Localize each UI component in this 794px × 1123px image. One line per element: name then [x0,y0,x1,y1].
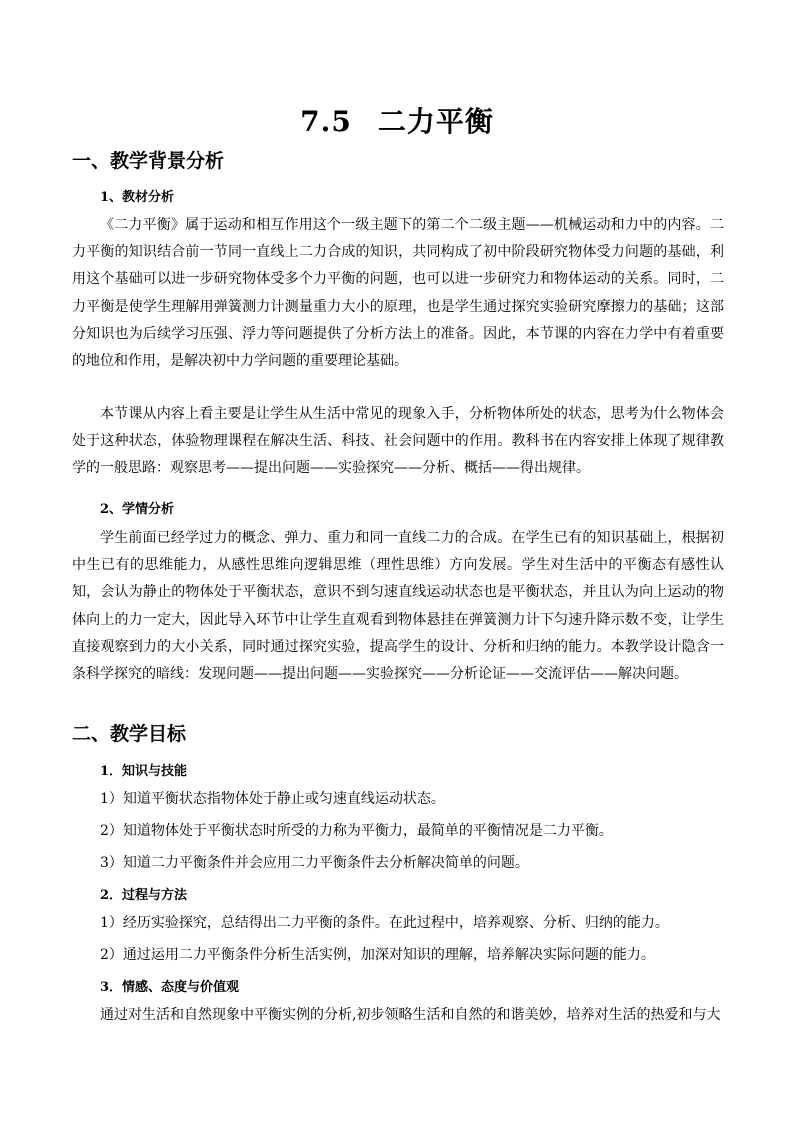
list-item: 3）知道二力平衡条件并会应用二力平衡条件去分析解决简单的问题。 [100,855,529,871]
document-title [0,100,794,140]
list-item: 2）知道物体处于平衡状态时所受的力称为平衡力，最简单的平衡情况是二力平衡。 [100,823,613,839]
paragraph-material-1: 《二力平衡》属于运动和相互作用这个一级主题下的第二个二级主题——机械运动和力中的内容。二力平衡的知识结合前一节同一直线上二力合成的知识，共同构成了初中阶段研究物体受力问题的基础，利用这个基础可以进一步研究物体受多个力平衡的问题，也可以进一步研究力和物体运动的关系。同时，二力平衡是使学生理解用弹簧测力计测量重力大小的原理，也是学生通过探究实验研究摩擦力的基础；这部分知识也为后续学习压强、浮力等问题提供了分析方法上的准备。因此，本节课的内容在力学中有着重要的地位和作用，是解决初中力学问题的重要理论基础。 [72,217,724,370]
heading-material-analysis: 1、教材分析 [100,190,175,205]
list-item: 1）知道平衡状态指物体处于静止或匀速直线运动状态。 [100,791,445,807]
heading-process-method: 2．过程与方法 [100,888,188,903]
list-item: 2）通过运用二力平衡条件分析生活实例，加深对知识的理解，培养解决实际问题的能力。 [100,947,655,963]
heading-knowledge-skills: 1．知识与技能 [100,764,188,779]
heading-goals: 二、教学目标 [72,723,187,745]
paragraph-emotion-values: 通过对生活和自然现象中平衡实例的分析,初步领略生活和自然的和谐美妙，培养对生活的热爱和与大 [100,1007,721,1023]
list-item: 1）经历实验探究，总结得出二力平衡的条件。在此过程中，培养观察、分析、归纳的能力。 [100,915,669,931]
title-text: 二力平衡 [377,105,494,138]
heading-background: 一、教学背景分析 [72,150,225,172]
heading-emotion-values: 3．情感、态度与价值观 [100,980,240,995]
paragraph-student-analysis: 学生前面已经学过力的概念、弹力、重力和同一直线二力的合成。在学生已有的知识基础上，根据初中生已有的思维能力，从感性思维向逻辑思维（理性思维）方向发展。学生对生活中的平衡态有感性认知，会认为静止的物体处于平衡状态，意识不到匀速直线运动状态也是平衡状态，并且认为向上运动的物体向上的力一定大，因此导入环节中让学生直观看到物体悬挂在弹簧测力计下匀速升降示数不变，让学生直接观察到力的大小关系，同时通过探究实验，提高学生的设计、分析和归纳的能力。本教学设计隐含一条科学探究的暗线：发现问题——提出问题——实验探究——分析论证——交流评估——解决问题。 [72,530,724,683]
paragraph-material-2: 本节课从内容上看主要是让学生从生活中常见的现象入手，分析物体所处的状态，思考为什么物体会处于这种状态，体验物理课程在解决生活、科技、社会问题中的作用。教科书在内容安排上体现了规律教学的一般思路：观察思考——提出问题——实验探究——分析、概括——得出规律。 [72,406,724,477]
heading-student-analysis: 2、学情分析 [100,502,175,517]
section-number: 7.5 [300,105,352,138]
